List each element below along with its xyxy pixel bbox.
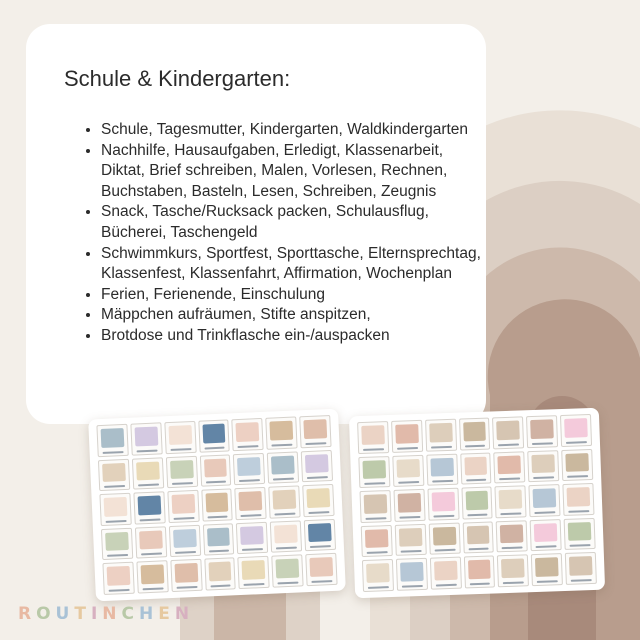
sticker-picture bbox=[276, 559, 300, 579]
sticker-picture bbox=[273, 490, 297, 510]
sticker-label-line bbox=[276, 547, 297, 550]
sticker-picture bbox=[497, 420, 520, 439]
sticker-label-line bbox=[570, 544, 591, 547]
card-title: Schule & Kindergarten: bbox=[64, 66, 291, 91]
sticker-picture bbox=[567, 487, 590, 506]
sticker-picture bbox=[499, 490, 522, 509]
topic-list bbox=[89, 120, 481, 347]
sticker-picture bbox=[208, 562, 232, 582]
sticker-picture bbox=[136, 461, 160, 481]
sticker-tile bbox=[101, 528, 133, 561]
sticker-tile bbox=[164, 421, 196, 454]
sticker-picture bbox=[429, 423, 452, 442]
sticker-label-line bbox=[307, 476, 328, 479]
sticker-tile bbox=[395, 524, 427, 557]
sticker-label-line bbox=[242, 548, 263, 551]
sticker-picture bbox=[173, 529, 197, 549]
sticker-tile bbox=[560, 414, 592, 447]
sticker-label-line bbox=[436, 584, 457, 587]
sticker-tile bbox=[462, 521, 494, 554]
sticker-label-line bbox=[535, 511, 556, 514]
sticker-tile bbox=[428, 522, 460, 555]
list-item: • Ferien, Ferienende, Einschulung bbox=[101, 285, 481, 306]
sticker-picture bbox=[532, 454, 555, 473]
sticker-picture bbox=[564, 418, 587, 437]
sticker-tile bbox=[167, 490, 199, 523]
sticker-tile bbox=[495, 485, 527, 518]
sticker-tile bbox=[392, 454, 424, 487]
sticker-tile bbox=[530, 519, 562, 552]
sticker-tile bbox=[426, 453, 458, 486]
brand-letter: C bbox=[121, 604, 140, 624]
sticker-tile bbox=[238, 556, 270, 589]
sticker-label-line bbox=[209, 550, 230, 553]
sticker-picture bbox=[463, 422, 486, 441]
sticker-label-line bbox=[141, 553, 162, 556]
sticker-label-line bbox=[567, 475, 588, 478]
brand-letter: N bbox=[174, 604, 195, 624]
sticker-tile bbox=[425, 419, 457, 452]
sticker-label-line bbox=[241, 514, 262, 517]
sticker-tile bbox=[269, 486, 301, 519]
sticker-label-line bbox=[176, 586, 197, 589]
sticker-tile bbox=[270, 520, 302, 553]
sticker-picture bbox=[102, 463, 126, 483]
sticker-tile bbox=[565, 552, 597, 585]
sticker-picture bbox=[239, 491, 263, 511]
sticker-tile bbox=[492, 416, 524, 449]
sticker-tile bbox=[304, 519, 336, 552]
sticker-label-line bbox=[399, 516, 420, 519]
sticker-label-line bbox=[272, 443, 293, 446]
sticker-tile bbox=[198, 419, 230, 452]
sticker-tile bbox=[358, 456, 390, 489]
sticker-label-line bbox=[568, 510, 589, 513]
sticker-tile bbox=[236, 522, 268, 555]
sticker-label-line bbox=[432, 480, 453, 483]
sticker-label-line bbox=[103, 451, 124, 454]
sticker-picture bbox=[236, 422, 260, 442]
sticker-picture bbox=[364, 494, 387, 513]
sticker-tile bbox=[99, 493, 131, 526]
sticker-label-line bbox=[275, 512, 296, 515]
sticker-tile bbox=[232, 418, 264, 451]
sticker-label-line bbox=[533, 476, 554, 479]
sticker-tile bbox=[201, 489, 233, 522]
sticker-picture bbox=[140, 565, 164, 585]
sticker-label-line bbox=[501, 512, 522, 515]
sticker-tile bbox=[204, 558, 236, 591]
sticker-picture bbox=[240, 526, 264, 546]
sticker-tile bbox=[305, 553, 337, 586]
sticker-picture bbox=[242, 560, 266, 580]
sticker-picture bbox=[431, 492, 454, 511]
sticker-picture bbox=[395, 424, 418, 443]
sticker-label-line bbox=[566, 441, 587, 444]
sticker-tile bbox=[360, 490, 392, 523]
sticker-picture bbox=[207, 527, 231, 547]
sticker-picture bbox=[498, 455, 521, 474]
sticker-picture bbox=[134, 427, 158, 447]
sticker-tile bbox=[233, 452, 265, 485]
sticker-picture bbox=[168, 425, 192, 445]
sticker-tile bbox=[235, 487, 267, 520]
sticker-picture bbox=[465, 491, 488, 510]
sticker-tile bbox=[463, 556, 495, 589]
sticker-picture bbox=[400, 562, 423, 581]
list-item: • Nachhilfe, Hausaufgaben, Erledigt, Klassenarbeit, Diktat, Brief schreiben, Malen, Vorlesen, Rechnen, Buchstaben, Basteln, Lesen, Schreiben, Zeugnis bbox=[101, 141, 481, 203]
sticker-tile bbox=[98, 458, 130, 491]
sticker-tile bbox=[132, 457, 164, 490]
list-item: • Snack, Tasche/Rucksack packen, Schulausflug, Bücherei, Taschengeld bbox=[101, 202, 481, 243]
list-item: • Schule, Tagesmutter, Kindergarten, Waldkindergarten bbox=[101, 120, 481, 141]
sticker-picture bbox=[307, 488, 331, 508]
sticker-picture bbox=[101, 428, 125, 448]
sticker-picture bbox=[271, 455, 295, 475]
sticker-tile bbox=[396, 558, 428, 591]
sticker-tile bbox=[362, 559, 394, 592]
sticker-picture bbox=[202, 424, 226, 444]
sticker-label-line bbox=[104, 485, 125, 488]
brand-letter: R bbox=[18, 604, 37, 624]
sticker-label-line bbox=[206, 481, 227, 484]
sticker-tile bbox=[135, 526, 167, 559]
sticker-tile bbox=[357, 421, 389, 454]
sticker-picture bbox=[366, 564, 389, 583]
sticker-tile bbox=[130, 422, 162, 455]
sticker-picture bbox=[305, 454, 329, 474]
sticker-label-line bbox=[364, 482, 385, 485]
sticker-tile bbox=[561, 449, 593, 482]
list-item: • Schwimmkurs, Sportfest, Sporttasche, Elternsprechtag, Klassenfest, Klassenfahrt, Affirmation, Wochenplan bbox=[101, 244, 481, 285]
sticker-label-line bbox=[278, 582, 299, 585]
sticker-label-line bbox=[136, 449, 157, 452]
sticker-label-line bbox=[469, 583, 490, 586]
sticker-tile bbox=[563, 483, 595, 516]
sticker-label-line bbox=[106, 520, 127, 523]
sticker-picture bbox=[399, 528, 422, 547]
brand-letter: I bbox=[90, 604, 103, 624]
sticker-picture bbox=[274, 524, 298, 544]
sticker-picture bbox=[365, 529, 388, 548]
sticker-picture bbox=[500, 524, 523, 543]
sticker-tile bbox=[526, 415, 558, 448]
sticker-label-line bbox=[204, 446, 225, 449]
sticker-sheet-left bbox=[88, 409, 346, 602]
sticker-label-line bbox=[138, 484, 159, 487]
sticker-label-line bbox=[397, 447, 418, 450]
sticker-tile bbox=[302, 484, 334, 517]
sticker-label-line bbox=[367, 552, 388, 555]
sticker-label-line bbox=[239, 479, 260, 482]
list-item: • Mäppchen aufräumen, Stifte anspitzen, bbox=[101, 305, 481, 326]
sticker-picture bbox=[430, 457, 453, 476]
sticker-picture bbox=[237, 457, 261, 477]
brand-letter: T bbox=[74, 604, 91, 624]
sticker-picture bbox=[171, 494, 195, 514]
sticker-tile bbox=[531, 553, 563, 586]
sticker-picture bbox=[137, 496, 161, 516]
sticker-tile bbox=[494, 451, 526, 484]
sticker-tile bbox=[460, 452, 492, 485]
sticker-tile bbox=[497, 555, 529, 588]
sticker-label-line bbox=[175, 551, 196, 554]
sticker-picture bbox=[534, 523, 557, 542]
sticker-picture bbox=[464, 456, 487, 475]
sticker-picture bbox=[205, 493, 229, 513]
brand-letter: H bbox=[139, 604, 159, 624]
sticker-label-line bbox=[172, 482, 193, 485]
sticker-label-line bbox=[571, 579, 592, 582]
sticker-picture bbox=[139, 530, 163, 550]
sticker-label-line bbox=[273, 478, 294, 481]
sticker-label-line bbox=[498, 443, 519, 446]
sticker-tile bbox=[102, 562, 134, 595]
sticker-label-line bbox=[434, 549, 455, 552]
sticker-picture bbox=[568, 522, 591, 541]
sticker-label-line bbox=[142, 587, 163, 590]
sticker-picture bbox=[107, 566, 131, 586]
sticker-picture bbox=[174, 563, 198, 583]
sticker-picture bbox=[569, 556, 592, 575]
sticker-picture bbox=[204, 458, 228, 478]
sticker-label-line bbox=[467, 513, 488, 516]
sticker-tile bbox=[299, 415, 331, 448]
sticker-label-line bbox=[402, 585, 423, 588]
sticker-tile bbox=[170, 559, 202, 592]
sticker-tile bbox=[361, 525, 393, 558]
sticker-label-line bbox=[503, 581, 524, 584]
sticker-tile bbox=[166, 455, 198, 488]
sticker-label-line bbox=[368, 586, 389, 589]
sticker-label-line bbox=[109, 589, 130, 592]
sticker-grid bbox=[96, 415, 337, 595]
sticker-label-line bbox=[139, 518, 160, 521]
sticker-label-line bbox=[210, 584, 231, 587]
sticker-picture bbox=[310, 557, 334, 577]
sticker-tile bbox=[301, 450, 333, 483]
sticker-tile bbox=[96, 424, 128, 457]
sticker-tile bbox=[391, 420, 423, 453]
sticker-picture bbox=[535, 558, 558, 577]
sticker-label-line bbox=[238, 445, 259, 448]
sticker-picture bbox=[433, 527, 456, 546]
sticker-picture bbox=[396, 459, 419, 478]
sticker-label-line bbox=[310, 545, 331, 548]
brand-letter: O bbox=[36, 604, 56, 624]
sticker-label-line bbox=[107, 554, 128, 557]
sticker-tile bbox=[272, 555, 304, 588]
sticker-label-line bbox=[536, 546, 557, 549]
sticker-label-line bbox=[244, 583, 265, 586]
sticker-picture bbox=[530, 419, 553, 438]
sticker-picture bbox=[501, 559, 524, 578]
sticker-picture bbox=[308, 523, 332, 543]
brand-logo bbox=[18, 604, 194, 624]
sticker-label-line bbox=[502, 547, 523, 550]
sticker-label-line bbox=[398, 481, 419, 484]
sticker-picture bbox=[468, 560, 491, 579]
sticker-picture bbox=[170, 460, 194, 480]
sticker-picture bbox=[104, 497, 128, 517]
sticker-picture bbox=[361, 425, 384, 444]
sticker-picture bbox=[304, 419, 328, 439]
sticker-tile bbox=[527, 450, 559, 483]
sticker-tile bbox=[461, 487, 493, 520]
sticker-label-line bbox=[207, 515, 228, 518]
sticker-picture bbox=[434, 561, 457, 580]
sticker-label-line bbox=[537, 580, 558, 583]
sticker-label-line bbox=[468, 548, 489, 551]
list-item: • Brotdose und Trinkflasche ein-/auspacken bbox=[101, 326, 481, 347]
sticker-tile bbox=[427, 488, 459, 521]
sticker-label-line bbox=[363, 448, 384, 451]
sticker-tile bbox=[393, 489, 425, 522]
sticker-tile bbox=[496, 520, 528, 553]
sticker-tile bbox=[267, 451, 299, 484]
sticker-picture bbox=[533, 488, 556, 507]
sticker-tile bbox=[136, 561, 168, 594]
sticker-label-line bbox=[306, 442, 327, 445]
sticker-label-line bbox=[431, 445, 452, 448]
sticker-tile bbox=[199, 454, 231, 487]
sticker-label-line bbox=[400, 550, 421, 553]
sticker-grid bbox=[357, 414, 597, 592]
sticker-label-line bbox=[312, 580, 333, 583]
sticker-tile bbox=[459, 418, 491, 451]
brand-letter: U bbox=[55, 604, 75, 624]
sticker-label-line bbox=[170, 448, 191, 451]
sticker-label-line bbox=[532, 442, 553, 445]
sticker-picture bbox=[397, 493, 420, 512]
sticker-picture bbox=[362, 460, 385, 479]
sticker-label-line bbox=[365, 517, 386, 520]
sticker-tile bbox=[430, 557, 462, 590]
sticker-tile bbox=[266, 416, 298, 449]
brand-letter: E bbox=[158, 604, 175, 624]
sticker-label-line bbox=[433, 515, 454, 518]
sticker-label-line bbox=[173, 517, 194, 520]
sticker-label-line bbox=[500, 478, 521, 481]
sticker-picture bbox=[105, 532, 129, 552]
sticker-tile bbox=[133, 491, 165, 524]
sticker-tile bbox=[169, 525, 201, 558]
sticker-label-line bbox=[309, 511, 330, 514]
sticker-label-line bbox=[466, 479, 487, 482]
sticker-sheet-right bbox=[349, 408, 605, 599]
sticker-picture bbox=[270, 421, 294, 441]
info-card bbox=[26, 24, 486, 424]
sticker-picture bbox=[466, 525, 489, 544]
sticker-picture bbox=[565, 453, 588, 472]
sticker-label-line bbox=[465, 444, 486, 447]
sticker-tile bbox=[529, 484, 561, 517]
sticker-tile bbox=[564, 518, 596, 551]
sticker-tile bbox=[202, 523, 234, 556]
brand-letter: N bbox=[102, 604, 122, 624]
